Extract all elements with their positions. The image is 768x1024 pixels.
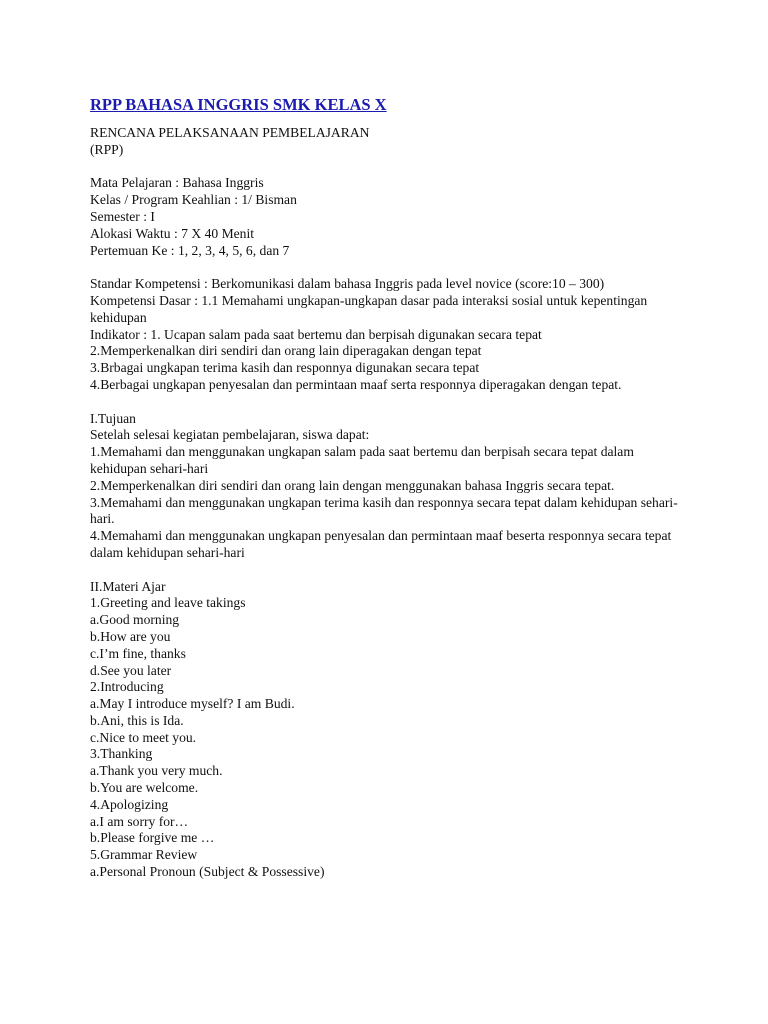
text-line: 4.Berbagai ungkapan penyesalan dan permintaan maaf serta responnya diperagakan dengan tepat. bbox=[90, 376, 622, 392]
text-line: Indikator : 1. Ucapan salam pada saat bertemu dan berpisah digunakan secara tepat bbox=[90, 326, 542, 342]
text-line: b.Ani, this is Ida. bbox=[90, 712, 184, 728]
text-line: c.Nice to meet you. bbox=[90, 729, 197, 745]
text-line: a.Good morning bbox=[90, 612, 180, 628]
text-line: Alokasi Waktu : 7 X 40 Menit bbox=[90, 225, 255, 241]
blank-line bbox=[90, 394, 690, 411]
text-line: II.Materi Ajar bbox=[90, 578, 166, 594]
blank-line bbox=[90, 562, 690, 579]
document-title[interactable]: RPP BAHASA INGGRIS SMK KELAS X bbox=[90, 95, 387, 114]
text-line: a.I am sorry for… bbox=[90, 813, 189, 829]
text-line: b.How are you bbox=[90, 628, 171, 644]
text-line: Mata Pelajaran : Bahasa Inggris bbox=[90, 175, 264, 191]
document-page bbox=[90, 95, 690, 881]
text-line: d.See you later bbox=[90, 662, 172, 678]
text-line: 2.Introducing bbox=[90, 679, 164, 695]
text-line: Standar Kompetensi : Berkomunikasi dalam bahasa Inggris pada level novice (score:10 – 300) bbox=[90, 276, 605, 292]
text-line: 4.Apologizing bbox=[90, 796, 169, 812]
text-line: 1.Memahami dan menggunakan ungkapan salam pada saat bertemu dan berpisah secara tepat dalam kehidupan sehari-hari bbox=[90, 444, 634, 476]
text-line: 2.Memperkenalkan diri sendiri dan orang lain diperagakan dengan tepat bbox=[90, 343, 482, 359]
text-line: a.May I introduce myself? I am Budi. bbox=[90, 696, 295, 712]
text-line: a.Thank you very much. bbox=[90, 763, 223, 779]
text-line: 4.Memahami dan menggunakan ungkapan penyesalan dan permintaan maaf beserta responnya secara tepat dalam kehidupan sehari-hari bbox=[90, 528, 672, 560]
text-line: 3.Thanking bbox=[90, 746, 153, 762]
blank-line bbox=[90, 259, 690, 276]
text-line: b.Please forgive me … bbox=[90, 830, 215, 846]
text-line: RENCANA PELAKSANAAN PEMBELAJARAN bbox=[90, 125, 370, 140]
text-line: Semester : I bbox=[90, 208, 155, 224]
text-line: 1.Greeting and leave takings bbox=[90, 595, 246, 611]
text-line: b.You are welcome. bbox=[90, 780, 199, 796]
blank-line bbox=[90, 159, 690, 176]
text-line: Setelah selesai kegiatan pembelajaran, siswa dapat: bbox=[90, 427, 370, 443]
text-line: Pertemuan Ke : 1, 2, 3, 4, 5, 6, dan 7 bbox=[90, 242, 290, 258]
text-line: c.I’m fine, thanks bbox=[90, 645, 186, 661]
text-line: 3.Brbagai ungkapan terima kasih dan responnya digunakan secara tepat bbox=[90, 360, 480, 376]
text-line: a.Personal Pronoun (Subject & Possessive) bbox=[90, 864, 325, 880]
text-line: Kelas / Program Keahlian : 1/ Bisman bbox=[90, 192, 297, 208]
document-body bbox=[90, 125, 690, 881]
text-line: 5.Grammar Review bbox=[90, 847, 198, 863]
text-line: Kompetensi Dasar : 1.1 Memahami ungkapan-ungkapan dasar pada interaksi sosial untuk kepentingan kehidupan bbox=[90, 292, 648, 325]
text-line: 3.Memahami dan menggunakan ungkapan terima kasih dan responnya secara tepat dalam kehidupan sehari-hari. bbox=[90, 494, 678, 527]
text-line: (RPP) bbox=[90, 141, 124, 157]
text-line: 2.Memperkenalkan diri sendiri dan orang lain dengan menggunakan bahasa Inggris secara tepat. bbox=[90, 477, 615, 493]
text-line: I.Tujuan bbox=[90, 410, 136, 426]
